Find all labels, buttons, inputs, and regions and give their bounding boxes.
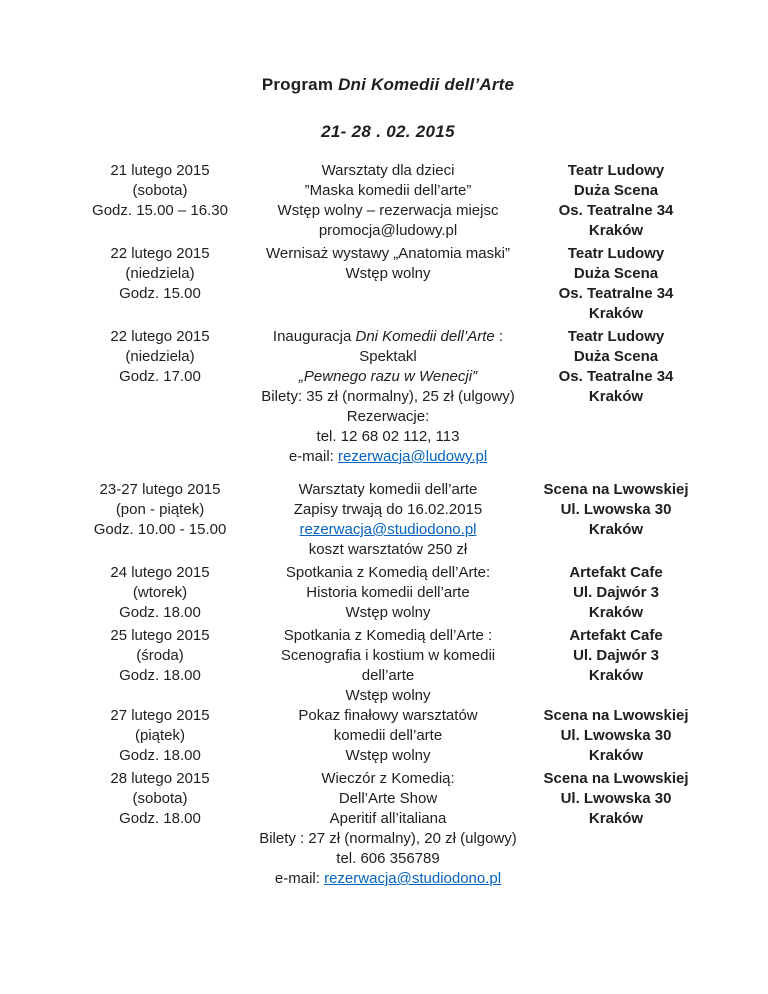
text-segment: koszt warsztatów 250 zł: [308, 541, 468, 558]
event-row: [64, 769, 712, 889]
event-venue: [520, 161, 712, 241]
description-line: [256, 520, 520, 540]
venue-line: Os. Teatralne 34: [558, 202, 674, 219]
description-line: [256, 789, 520, 809]
text-segment: komedii dell’arte: [333, 727, 443, 744]
description-line: [256, 869, 520, 889]
event-description: [256, 563, 520, 623]
event-row: [64, 563, 712, 623]
description-line: [256, 686, 520, 706]
description-line: [256, 809, 520, 829]
description-line: [256, 540, 520, 560]
date-line: (wtorek): [132, 584, 188, 601]
text-segment: Rezerwacje:: [346, 408, 430, 425]
text-segment: Wstęp wolny – rezerwacja miejsc: [277, 202, 499, 219]
text-segment: Spotkania z Komedią dell’Arte:: [285, 564, 491, 581]
venue-line: Ul. Lwowska 30: [560, 501, 672, 518]
event-row: [64, 327, 712, 467]
venue-line: Duża Scena: [573, 265, 659, 282]
description-line: [256, 726, 520, 746]
text-segment: tel. 606 356789: [336, 850, 440, 867]
text-segment: Inauguracja: [272, 328, 356, 345]
text-segment: Scenografia i kostium w komedii: [280, 647, 496, 664]
description-line: [256, 829, 520, 849]
event-description: [256, 626, 520, 706]
event-description: [256, 327, 520, 467]
description-line: [256, 769, 520, 789]
description-line: [256, 387, 520, 407]
text-segment: Historia komedii dell’arte: [306, 584, 470, 601]
venue-line: Teatr Ludowy: [567, 328, 665, 345]
text-segment: Wernisaż wystawy „Anatomia maski”: [266, 245, 510, 262]
venue-line: Scena na Lwowskiej: [543, 770, 689, 787]
event-description: [256, 161, 520, 241]
description-line: [256, 327, 520, 347]
event-venue: [520, 563, 712, 623]
italic-text: „Pewnego razu w Wenecji”: [298, 368, 478, 385]
text-segment: Warsztaty dla dzieci: [321, 162, 455, 179]
venue-line: Kraków: [588, 747, 644, 764]
text-segment: Bilety : 27 zł (normalny), 20 zł (ulgowy): [259, 830, 517, 847]
date-line: (pon - piątek): [115, 501, 205, 518]
venue-line: Duża Scena: [573, 182, 659, 199]
event-date: [64, 327, 256, 467]
date-line: Godz. 10.00 - 15.00: [93, 521, 227, 538]
text-segment: e-mail:: [288, 448, 338, 465]
text-segment: Aperitif all’italiana: [329, 810, 447, 827]
venue-line: Kraków: [588, 521, 644, 538]
event-date: [64, 626, 256, 706]
date-line: 22 lutego 2015: [110, 328, 210, 345]
venue-line: Ul. Lwowska 30: [560, 790, 672, 807]
date-range: 21- 28 . 02. 2015: [321, 122, 455, 141]
event-date: [64, 480, 256, 560]
venue-line: Kraków: [588, 222, 644, 239]
event-date: [64, 563, 256, 623]
description-line: [256, 849, 520, 869]
description-line: [256, 500, 520, 520]
date-line: Godz. 17.00: [119, 368, 201, 385]
event-row: [64, 480, 712, 560]
text-segment: tel. 12 68 02 112, 113: [316, 428, 460, 445]
venue-line: Duża Scena: [573, 348, 659, 365]
event-venue: [520, 244, 712, 324]
event-date: [64, 769, 256, 889]
venue-line: Ul. Dajwór 3: [573, 647, 659, 664]
text-segment: dell’arte: [361, 667, 415, 684]
text-segment: Wstęp wolny: [345, 604, 431, 621]
date-line: Godz. 15.00 – 16.30: [92, 202, 228, 219]
date-line: (sobota): [132, 182, 188, 199]
event-venue: [520, 626, 712, 706]
description-line: [256, 201, 520, 221]
date-line: Godz. 15.00: [119, 285, 201, 302]
date-line: 23-27 lutego 2015: [99, 481, 221, 498]
description-line: [256, 427, 520, 447]
event-venue: [520, 480, 712, 560]
date-line: 21 lutego 2015: [110, 162, 210, 179]
venue-line: Teatr Ludowy: [567, 162, 665, 179]
date-line: (piątek): [134, 727, 186, 744]
text-segment: ”Maska komedii dell’arte”: [304, 182, 472, 199]
text-segment: Warsztaty komedii dell’arte: [298, 481, 478, 498]
text-segment: Wstęp wolny: [345, 747, 431, 764]
description-line: [256, 447, 520, 467]
email-link[interactable]: rezerwacja@studiodono.pl: [299, 521, 477, 538]
event-description: [256, 706, 520, 766]
text-segment: Spotkania z Komedią dell’Arte :: [283, 627, 493, 644]
description-line: [256, 646, 520, 666]
description-line: [256, 244, 520, 264]
event-venue: [520, 327, 712, 467]
email-link[interactable]: rezerwacja@studiodono.pl: [324, 870, 502, 887]
event-venue: [520, 769, 712, 889]
date-line: Godz. 18.00: [119, 810, 201, 827]
page-title-prefix: Program: [261, 75, 339, 94]
text-segment: Bilety: 35 zł (normalny), 25 zł (ulgowy): [261, 388, 515, 405]
event-row: [64, 161, 712, 241]
text-segment: Dell’Arte Show: [338, 790, 438, 807]
event-date: [64, 706, 256, 766]
event-description: [256, 480, 520, 560]
email-link[interactable]: rezerwacja@ludowy.pl: [338, 448, 488, 465]
event-date: [64, 161, 256, 241]
text-segment: :: [494, 328, 504, 345]
description-line: [256, 583, 520, 603]
page-title-event-name: Dni Komedii dell’Arte: [338, 75, 515, 94]
date-line: Godz. 18.00: [119, 747, 201, 764]
date-line: 22 lutego 2015: [110, 245, 210, 262]
event-row: [64, 626, 712, 706]
description-line: [256, 626, 520, 646]
event-description: [256, 244, 520, 324]
venue-line: Kraków: [588, 810, 644, 827]
venue-line: Scena na Lwowskiej: [543, 707, 689, 724]
text-segment: Wstęp wolny: [345, 265, 431, 282]
venue-line: Artefakt Cafe: [569, 627, 663, 644]
text-segment: Pokaz finałowy warsztatów: [298, 707, 478, 724]
description-line: [256, 161, 520, 181]
description-line: [256, 221, 520, 241]
date-line: 28 lutego 2015: [110, 770, 210, 787]
venue-line: Artefakt Cafe: [569, 564, 663, 581]
venue-line: Os. Teatralne 34: [558, 285, 674, 302]
text-segment: promocja@ludowy.pl: [318, 222, 458, 239]
venue-line: Kraków: [588, 388, 644, 405]
description-line: [256, 407, 520, 427]
venue-line: Ul. Dajwór 3: [573, 584, 659, 601]
date-line: 27 lutego 2015: [110, 707, 210, 724]
description-line: [256, 480, 520, 500]
description-line: [256, 181, 520, 201]
description-line: [256, 746, 520, 766]
description-line: [256, 264, 520, 284]
text-segment: Spektakl: [359, 348, 417, 365]
venue-line: Scena na Lwowskiej: [543, 481, 689, 498]
text-segment: Wstęp wolny: [345, 687, 431, 704]
description-line: [256, 347, 520, 367]
venue-line: Teatr Ludowy: [567, 245, 665, 262]
text-segment: Zapisy trwają do 16.02.2015: [293, 501, 483, 518]
description-line: [256, 666, 520, 686]
date-line: (środa): [136, 647, 184, 664]
italic-text: Dni Komedii dell’Arte: [355, 328, 495, 345]
venue-line: Kraków: [588, 305, 644, 322]
event-date: [64, 244, 256, 324]
description-line: [256, 367, 520, 387]
date-line: (sobota): [132, 790, 188, 807]
venue-line: Kraków: [588, 604, 644, 621]
event-list: [64, 161, 712, 889]
event-row: [64, 706, 712, 766]
text-segment: e-mail:: [274, 870, 325, 887]
event-row: [64, 244, 712, 324]
date-line: 25 lutego 2015: [110, 627, 210, 644]
venue-line: Ul. Lwowska 30: [560, 727, 672, 744]
date-line: Godz. 18.00: [119, 604, 201, 621]
date-line: Godz. 18.00: [119, 667, 201, 684]
event-venue: [520, 706, 712, 766]
date-line: (niedziela): [125, 348, 195, 365]
description-line: [256, 603, 520, 623]
date-line: (niedziela): [125, 265, 195, 282]
text-segment: Wieczór z Komedią:: [321, 770, 455, 787]
event-description: [256, 769, 520, 889]
description-line: [256, 563, 520, 583]
date-line: 24 lutego 2015: [110, 564, 210, 581]
venue-line: Os. Teatralne 34: [558, 368, 674, 385]
description-line: [256, 706, 520, 726]
page-title: [64, 74, 712, 96]
venue-line: Kraków: [588, 667, 644, 684]
